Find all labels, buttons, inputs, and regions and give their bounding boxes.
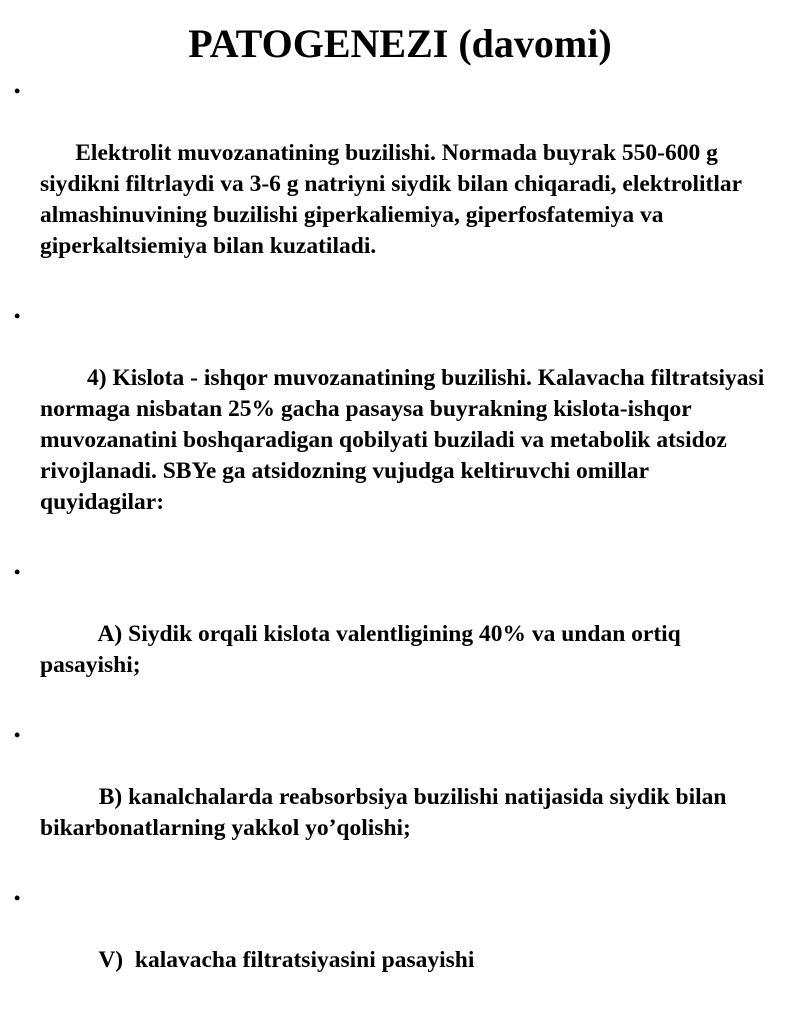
bullet-item bbox=[14, 301, 774, 549]
bullet-dot-icon: • bbox=[14, 888, 21, 908]
bullet-dot-icon: • bbox=[14, 306, 21, 326]
bullet-text: B) kanalchalarda reabsorbsiya buzilishi natijasida siydik bilan bikarbonatlarning yakkol yo’qolishi; bbox=[40, 784, 733, 841]
bullet-text: 4) Kislota - ishqor muvozanatining buzilishi. Kalavacha filtratsiyasi normaga nisbatan 25% gacha pasaysa buyrakning kislota-ishqor muvozanatini boshqaradigan qobilyati buziladi va metabolik atsidoz rivojlanadi. SBYe ga atsidozning vujudga keltiruvchi omillar quyidagilar: bbox=[40, 365, 771, 515]
bullet-dot-icon: • bbox=[14, 725, 21, 745]
bullet-list bbox=[14, 76, 774, 1015]
bullet-text: A) Siydik orqali kislota valentligining 40% va undan ortiq pasayishi; bbox=[40, 621, 693, 678]
bullet-dot-icon: • bbox=[14, 562, 21, 582]
bullet-item bbox=[14, 883, 774, 1007]
bullet-item bbox=[14, 720, 774, 875]
bullet-item bbox=[14, 76, 774, 293]
bullet-dot-icon: • bbox=[14, 81, 21, 101]
slide-title: PATOGENEZI (davomi) bbox=[188, 21, 612, 66]
bullet-text: Elektrolit muvozanatining buzilishi. Normada buyrak 550-600 g siydikni filtrlaydi va 3-6 g natriyni siydik bilan chiqaradi, elektrolitlar almashinuvining buzilishi giperkaliemiya, giperfosfatemiya va giperkaltsiemiya bilan kuzatiladi. bbox=[40, 140, 748, 259]
bullet-item bbox=[14, 557, 774, 712]
bullet-text: V) kalavacha filtratsiyasini pasayishi bbox=[75, 947, 475, 973]
